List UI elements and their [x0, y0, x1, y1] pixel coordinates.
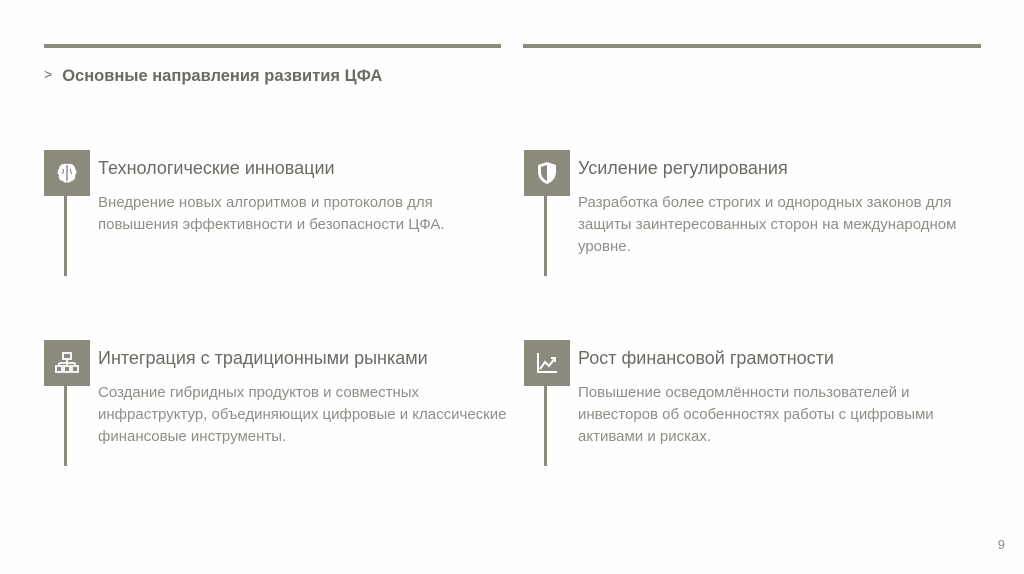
network-icon	[44, 340, 90, 386]
slide-heading	[44, 67, 382, 86]
card-description: Создание гибридных продуктов и совместных инфраструктур, объединяющих цифровые и классические финансовые инструменты.	[98, 384, 507, 445]
top-divider-left	[44, 44, 501, 48]
card-financial-literacy	[524, 340, 984, 475]
brain-icon	[44, 150, 90, 196]
growth-chart-icon	[524, 340, 570, 386]
card-vertical-line	[544, 196, 547, 276]
card-description: Разработка более строгих и однородных законов для защиты заинтересованных сторон на международном уровне.	[578, 194, 957, 255]
card-title: Технологические инновации	[98, 158, 335, 178]
card-description: Внедрение новых алгоритмов и протоколов для повышения эффективности и безопасности ЦФА.	[98, 194, 445, 233]
chevron-icon: >	[44, 66, 53, 82]
card-title: Интеграция с традиционными рынками	[98, 348, 428, 368]
card-title: Рост финансовой грамотности	[578, 348, 834, 368]
card-vertical-line	[544, 386, 547, 466]
card-tech-innovation	[44, 150, 504, 285]
top-divider-right	[523, 44, 981, 48]
card-vertical-line	[64, 196, 67, 276]
card-market-integration	[44, 340, 507, 475]
page-number: 9	[997, 537, 1005, 552]
shield-icon	[524, 150, 570, 196]
card-title: Усиление регулирования	[578, 158, 788, 178]
card-regulation	[524, 150, 984, 285]
slide-title: Основные направления развития ЦФА	[62, 67, 383, 85]
card-description: Повышение осведомлённости пользователей и инвесторов об особенностях работы с цифровыми активами и рисках.	[578, 384, 934, 445]
card-vertical-line	[64, 386, 67, 466]
